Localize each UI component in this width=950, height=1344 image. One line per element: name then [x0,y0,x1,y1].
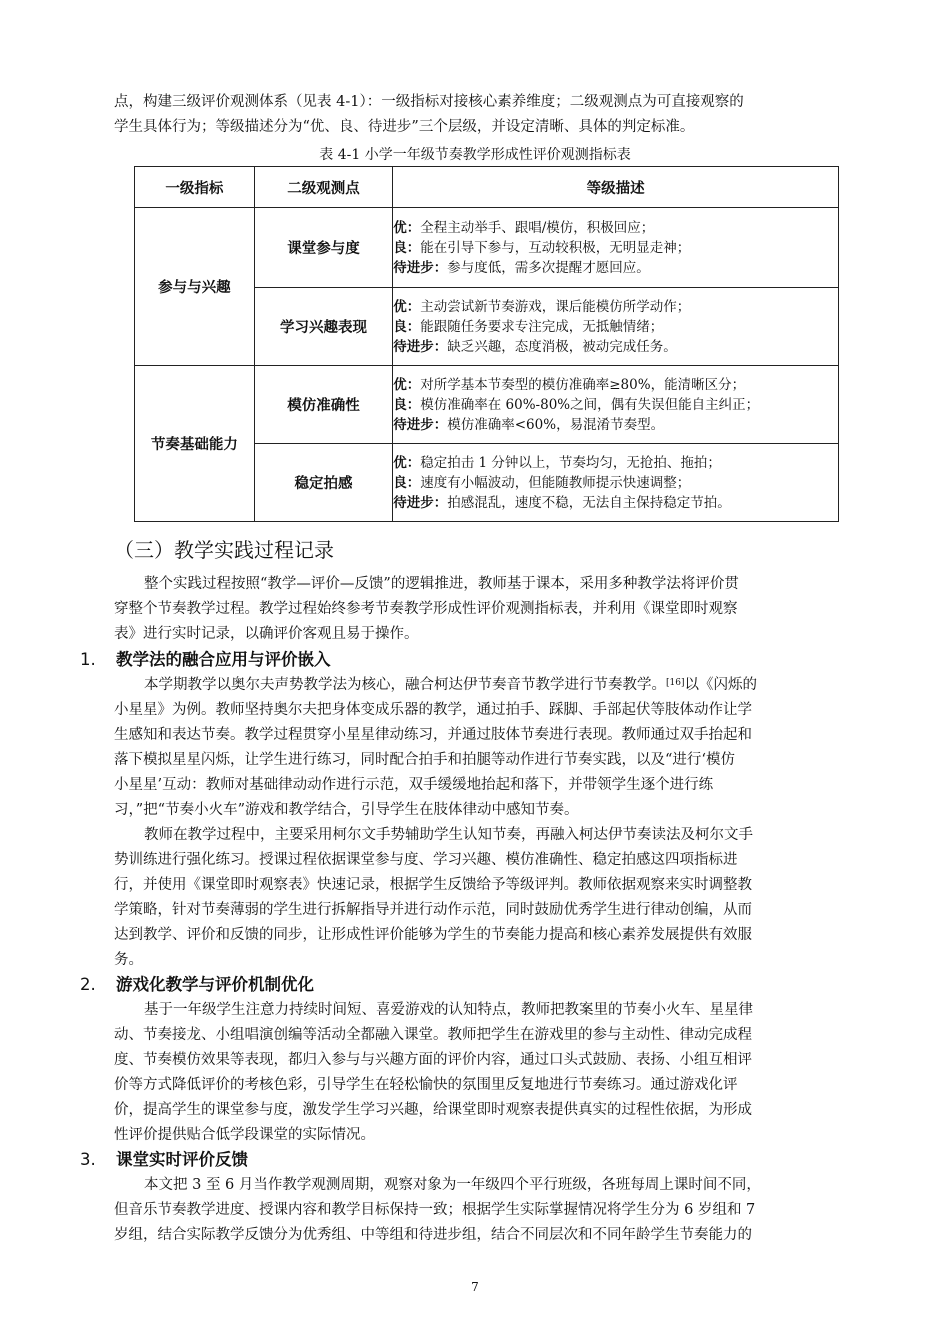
grade-description-cell: 优：主动尝试新节奏游戏，课后能模仿所学动作； 良：能跟随任务要求专注完成，无抵触情绪； 待进步：缺乏兴趣，态度消极，被动完成任务。 [393,288,839,366]
evaluation-indicator-table [134,166,839,522]
grade-description-cell: 优：稳定拍击 1 分钟以上，节奏均匀，无抢拍、拖拍； 良：速度有小幅波动，但能随教师提示快速调整； 待进步：拍感混乱，速度不稳，无法自主保持稳定节拍。 [393,444,839,522]
level2-cell: 稳定拍感 [254,444,393,522]
section-heading: （三）教学实践过程记录 [114,538,334,562]
level2-cell: 课堂参与度 [254,208,393,288]
intro-line-1: 点，构建三级评价观测体系（见表 4-1）：一级指标对接核心素养维度；二级观测点为可直接观察的 [114,94,744,110]
level2-cell: 学习兴趣表现 [254,288,393,366]
subsection-heading-2: 2. 游戏化教学与评价机制优化 [80,975,314,994]
subsection-2-paragraph: 基于一年级学生注意力持续时间短、喜爱游戏的认知特点，教师把教案里的节奏小火车、星星律 动、节奏接龙、小组唱演创编等活动全都融入课堂。教师把学生在游戏里的参与主动性、律动完成程 度、节奏模仿效果等表现，都归入参与与兴趣方面的评价内容，通过口头式鼓励、表扬、小组互相评 价等方式降低评价的考核色彩，引导学生在轻松愉快的氛围里反复地进行节奏练习。通过游戏化评 价，提高学生的课堂参与度，激发学生学习兴趣，给课堂即时观察表提供真实的过程性依据，为形成 性评价提供贴合低学段课堂的实际情况。 [114,1002,753,1143]
subsection-3-paragraph: 本文把 3 至 6 月当作教学观测周期，观察对象为一年级四个平行班级，各班每周上课时间不同， 但音乐节奏教学进度、授课内容和教学目标保持一致；根据学生实际掌握情况将学生分为 6 岁组和 7 岁组，结合实际教学反馈分为优秀组、中等组和待进步组，结合不同层次和不同年龄学生节奏能力的 [114,1177,761,1243]
page-number: 7 [471,1280,479,1294]
subsection-1-paragraph-1: 本学期教学以奥尔夫声势教学法为核心，融合柯达伊节奏音节教学进行节奏教学。[16]以《闪烁的 小星星》为例。教师坚持奥尔夫把身体变成乐器的教学，通过拍手、踩脚、手部起伏等肢体动作让学 生感知和表达节奏。教学过程贯穿小星星律动练习，并通过肢体节奏进行表现。教师通过双手抬起和 落下模拟星星闪烁，让学生进行练习，同时配合拍手和拍腿等动作进行节奏实践，以及“进行‘模仿 小星星’互动：教师对基础律动动作进行示范，双手缓缓地抬起和落下，并带领学生逐个进行练 习，”把“节奏小火车”游戏和教学结合，引导学生在肢体律动中感知节奏。 [114,677,757,818]
header-grade-description: 等级描述 [393,167,839,208]
header-level1: 一级指标 [135,167,255,208]
table-row [135,208,839,288]
intro-paragraph [114,90,864,140]
level2-cell: 模仿准确性 [254,366,393,444]
table-header-row [135,167,839,208]
grade-description-cell: 优：全程主动举手、跟唱/模仿，积极回应； 良：能在引导下参与，互动较积极，无明显走神； 待进步：参与度低，需多次提醒才愿回应。 [393,208,839,288]
subsection-1-paragraph-2: 教师在教学过程中，主要采用柯尔文手势辅助学生认知节奏，再融入柯达伊节奏读法及柯尔文手 势训练进行强化练习。授课过程依据课堂参与度、学习兴趣、模仿准确性、稳定拍感这四项指标进 行，并使用《课堂即时观察表》快速记录，根据学生反馈给予等级评判。教师依据观察来实时调整教 学策略，针对节奏薄弱的学生进行拆解指导并进行动作示范，同时鼓励优秀学生进行律动创编，从而 达到教学、评价和反馈的同步，让形成性评价能够为学生的节奏能力提高和核心素养发展提供有效服 务。 [114,827,753,968]
subsection-heading-1: 1. 教学法的融合应用与评价嵌入 [80,650,331,669]
header-level2: 二级观测点 [254,167,393,208]
section-intro-paragraph: 整个实践过程按照“教学—评价—反馈”的逻辑推进，教师基于课本，采用多种教学法将评价贯 穿整个节奏教学过程。教学过程始终参考节奏教学形成性评价观测指标表，并利用《课堂即时观察 表》进行实时记录，以确评价客观且易于操作。 [114,576,739,642]
level1-cell: 参与与兴趣 [135,208,255,366]
grade-description-cell: 优：对所学基本节奏型的模仿准确率≥80%，能清晰区分； 良：模仿准确率在 60%-80%之间，偶有失误但能自主纠正； 待进步：模仿准确率<60%，易混淆节奏型。 [393,366,839,444]
level1-cell: 节奏基础能力 [135,366,255,522]
subsection-heading-3: 3. 课堂实时评价反馈 [80,1150,248,1169]
intro-line-2: 学生具体行为；等级描述分为“优、良、待进步”三个层级，并设定清晰、具体的判定标准。 [114,119,695,135]
citation-marker: [16] [666,678,685,688]
table-caption: 表 4-1 小学一年级节奏教学形成性评价观测指标表 [319,147,631,163]
table-row [135,366,839,444]
